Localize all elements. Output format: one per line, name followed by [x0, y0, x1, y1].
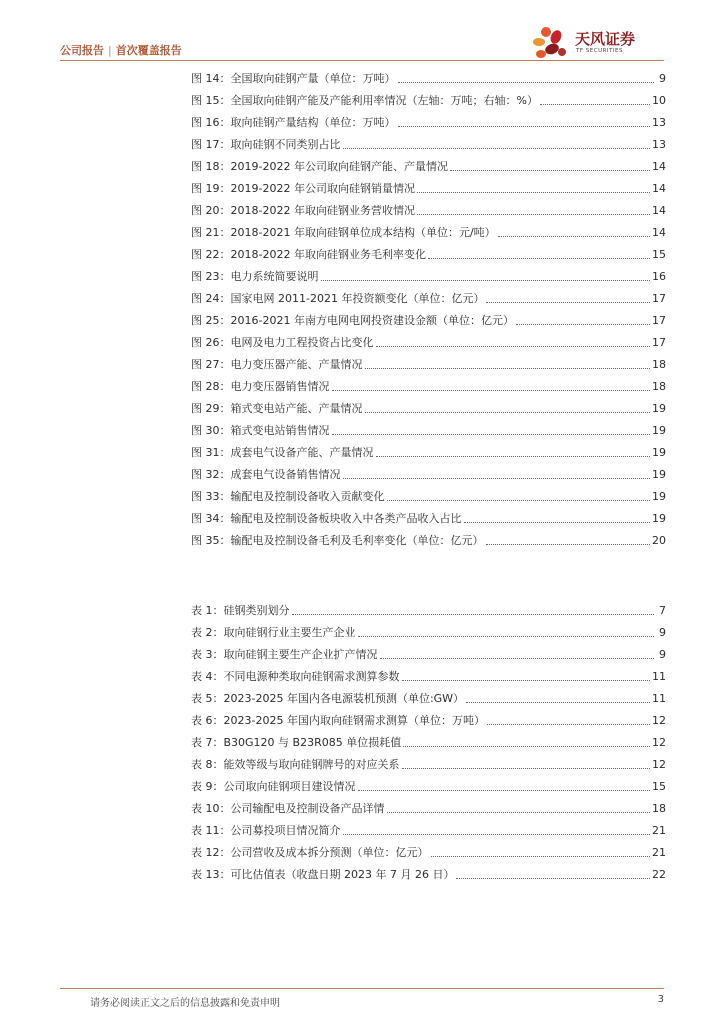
table-entry-title: 表 6：2023-2025 年国内取向硅钢需求测算（单位：万吨）	[191, 714, 485, 727]
figure-entry[interactable]	[191, 350, 666, 372]
figure-entry-page: 20	[652, 534, 666, 547]
figure-entry[interactable]	[191, 328, 666, 350]
figure-entry-title: 图 23：电力系统简要说明	[191, 270, 319, 283]
table-entry-page: 12	[652, 758, 666, 771]
dot-leader	[402, 767, 651, 769]
table-entry[interactable]	[191, 860, 666, 882]
table-entry-page: 21	[652, 824, 666, 837]
figure-entry-page: 19	[652, 468, 666, 481]
dot-leader	[540, 103, 650, 105]
footer-divider	[60, 988, 664, 989]
table-index-list	[191, 596, 666, 882]
dot-leader	[365, 367, 651, 369]
table-entry[interactable]	[191, 706, 666, 728]
table-entry[interactable]	[191, 838, 666, 860]
dot-leader	[365, 411, 651, 413]
figure-entry[interactable]	[191, 240, 666, 262]
header-separator: |	[108, 44, 112, 57]
dot-leader	[464, 521, 651, 523]
dot-leader	[387, 811, 651, 813]
table-entry[interactable]	[191, 794, 666, 816]
figure-entry-title: 图 30：箱式变电站销售情况	[191, 424, 330, 437]
figure-entry[interactable]	[191, 438, 666, 460]
dot-leader	[358, 635, 655, 637]
figure-entry[interactable]	[191, 306, 666, 328]
dot-leader	[292, 613, 655, 615]
figure-entry-page: 19	[652, 490, 666, 503]
figure-entry-title: 图 19：2019-2022 年公司取向硅钢销量情况	[191, 182, 415, 195]
table-entry-page: 11	[652, 692, 666, 705]
dot-leader	[398, 81, 655, 83]
dot-leader	[417, 213, 650, 215]
report-type-label	[60, 42, 182, 58]
figure-entry-title: 图 17：取向硅钢不同类别占比	[191, 138, 341, 151]
dot-leader	[402, 679, 651, 681]
figure-entry[interactable]	[191, 460, 666, 482]
table-entry-title: 表 7：B30G120 与 B23R085 单位损耗值	[191, 736, 402, 749]
figure-index-list	[191, 64, 666, 548]
figure-entry-page: 18	[652, 380, 666, 393]
figure-entry[interactable]	[191, 218, 666, 240]
figure-entry-page: 14	[652, 226, 666, 239]
figure-entry[interactable]	[191, 174, 666, 196]
table-entry[interactable]	[191, 728, 666, 750]
figure-entry-page: 19	[652, 446, 666, 459]
table-entry-title: 表 10：公司输配电及控制设备产品详情	[191, 802, 385, 815]
dot-leader	[380, 657, 655, 659]
figure-entry[interactable]	[191, 64, 666, 86]
figure-entry-page: 9	[659, 72, 666, 85]
figure-entry[interactable]	[191, 504, 666, 526]
figure-entry-page: 13	[652, 116, 666, 129]
figure-entry[interactable]	[191, 196, 666, 218]
table-entry-page: 15	[652, 780, 666, 793]
figure-entry-page: 17	[652, 336, 666, 349]
figure-entry-page: 14	[652, 160, 666, 173]
figure-entry[interactable]	[191, 526, 666, 548]
figure-entry[interactable]	[191, 394, 666, 416]
dot-leader	[498, 235, 650, 237]
report-type: 公司报告	[60, 44, 104, 57]
table-entry-page: 12	[652, 736, 666, 749]
table-entry[interactable]	[191, 750, 666, 772]
header-divider	[60, 60, 664, 61]
figure-entry-page: 14	[652, 182, 666, 195]
page-number: 3	[657, 994, 664, 1005]
figure-entry-title: 图 34：输配电及控制设备板块收入中各类产品收入占比	[191, 512, 462, 525]
figure-entry-page: 19	[652, 424, 666, 437]
figure-entry[interactable]	[191, 86, 666, 108]
table-entry-title: 表 5：2023-2025 年国内各电源装机预测（单位:GW）	[191, 692, 465, 705]
logo-subtext: TF SECURITIES	[576, 48, 623, 54]
table-entry-page: 9	[659, 626, 666, 639]
table-entry-page: 21	[652, 846, 666, 859]
figure-entry[interactable]	[191, 262, 666, 284]
table-entry-title: 表 11：公司募投项目情况简介	[191, 824, 341, 837]
table-entry-title: 表 4：不同电源种类取向硅钢需求测算参数	[191, 670, 400, 683]
table-entry[interactable]	[191, 596, 666, 618]
figure-entry[interactable]	[191, 108, 666, 130]
dot-leader	[332, 433, 651, 435]
figure-entry-title: 图 15：全国取向硅钢产能及产能利用率情况（左轴：万吨；右轴：%）	[191, 94, 538, 107]
figure-entry-page: 17	[652, 314, 666, 327]
table-entry[interactable]	[191, 662, 666, 684]
dot-leader	[456, 877, 650, 879]
footer-disclaimer: 请务必阅读正文之后的信息披露和免责申明	[90, 998, 280, 1009]
table-entry-title: 表 8：能效等级与取向硅钢牌号的对应关系	[191, 758, 400, 771]
dot-leader	[466, 701, 650, 703]
figure-entry-title: 图 32：成套电气设备销售情况	[191, 468, 341, 481]
dot-leader	[417, 191, 650, 193]
dot-leader	[376, 345, 651, 347]
dot-leader	[343, 147, 651, 149]
figure-entry-title: 图 29：箱式变电站产能、产量情况	[191, 402, 363, 415]
dot-leader	[343, 833, 651, 835]
table-entry-page: 12	[652, 714, 666, 727]
report-subtype: 首次覆盖报告	[115, 44, 182, 57]
figure-entry-page: 14	[652, 204, 666, 217]
dot-leader	[516, 323, 650, 325]
figure-entry-page: 19	[652, 512, 666, 525]
figure-entry-page: 10	[652, 94, 666, 107]
figure-entry-page: 19	[652, 402, 666, 415]
figure-entry-page: 18	[652, 358, 666, 371]
table-entry-page: 9	[659, 648, 666, 661]
dot-leader	[428, 257, 650, 259]
logo-text: 天风证券	[575, 30, 636, 48]
dot-leader	[487, 723, 650, 725]
dot-leader	[403, 745, 650, 747]
dot-leader	[358, 789, 651, 791]
dot-leader	[343, 477, 651, 479]
figure-entry-title: 图 18：2019-2022 年公司取向硅钢产能、产量情况	[191, 160, 448, 173]
table-entry-title: 表 13：可比估值表（收盘日期 2023 年 7 月 26 日）	[191, 868, 455, 881]
logo-flower-icon	[532, 24, 572, 62]
figure-entry-page: 16	[652, 270, 666, 283]
company-logo	[532, 24, 664, 62]
figure-entry-page: 15	[652, 248, 666, 261]
figure-entry-page: 13	[652, 138, 666, 151]
figure-entry-title: 图 22：2018-2022 年取向硅钢业务毛利率变化	[191, 248, 426, 261]
table-entry-title: 表 1：硅钢类别划分	[191, 604, 290, 617]
figure-entry-title: 图 27：电力变压器产能、产量情况	[191, 358, 363, 371]
figure-entry-title: 图 25：2016-2021 年南方电网电网投资建设金额（单位：亿元）	[191, 314, 514, 327]
dot-leader	[486, 301, 650, 303]
dot-leader	[332, 389, 651, 391]
table-entry[interactable]	[191, 772, 666, 794]
figure-entry[interactable]	[191, 482, 666, 504]
figure-entry[interactable]	[191, 416, 666, 438]
dot-leader	[387, 499, 651, 501]
figure-entry-title: 图 16：取向硅钢产量结构（单位：万吨）	[191, 116, 396, 129]
table-entry-title: 表 12：公司营收及成本拆分预测（单位：亿元）	[191, 846, 429, 859]
table-entry[interactable]	[191, 640, 666, 662]
table-entry-page: 18	[652, 802, 666, 815]
table-entry-title: 表 3：取向硅钢主要生产企业扩产情况	[191, 648, 378, 661]
dot-leader	[431, 855, 651, 857]
dot-leader	[450, 169, 650, 171]
figure-entry-title: 图 14：全国取向硅钢产量（单位：万吨）	[191, 72, 396, 85]
figure-entry-title: 图 20：2018-2022 年取向硅钢业务营收情况	[191, 204, 415, 217]
figure-entry-title: 图 26：电网及电力工程投资占比变化	[191, 336, 374, 349]
table-entry[interactable]	[191, 816, 666, 838]
figure-entry-title: 图 28：电力变压器销售情况	[191, 380, 330, 393]
figure-entry[interactable]	[191, 284, 666, 306]
figure-entry[interactable]	[191, 130, 666, 152]
table-entry[interactable]	[191, 618, 666, 640]
table-entry-page: 7	[659, 604, 666, 617]
figure-entry[interactable]	[191, 372, 666, 394]
dot-leader	[486, 543, 651, 545]
figure-entry-title: 图 33：输配电及控制设备收入贡献变化	[191, 490, 385, 503]
table-entry-title: 表 2：取向硅钢行业主要生产企业	[191, 626, 356, 639]
table-entry-page: 11	[652, 670, 666, 683]
table-entry[interactable]	[191, 684, 666, 706]
dot-leader	[398, 125, 651, 127]
dot-leader	[376, 455, 651, 457]
figure-entry-title: 图 35：输配电及控制设备毛利及毛利率变化（单位：亿元）	[191, 534, 484, 547]
dot-leader	[321, 279, 651, 281]
table-entry-title: 表 9：公司取向硅钢项目建设情况	[191, 780, 356, 793]
page-header	[60, 30, 664, 60]
figure-entry-title: 图 31：成套电气设备产能、产量情况	[191, 446, 374, 459]
table-entry-page: 22	[652, 868, 666, 881]
figure-entry-title: 图 21：2018-2021 年取向硅钢单位成本结构（单位：元/吨）	[191, 226, 496, 239]
figure-entry-title: 图 24：国家电网 2011-2021 年投资额变化（单位：亿元）	[191, 292, 485, 305]
figure-entry[interactable]	[191, 152, 666, 174]
figure-entry-page: 17	[652, 292, 666, 305]
